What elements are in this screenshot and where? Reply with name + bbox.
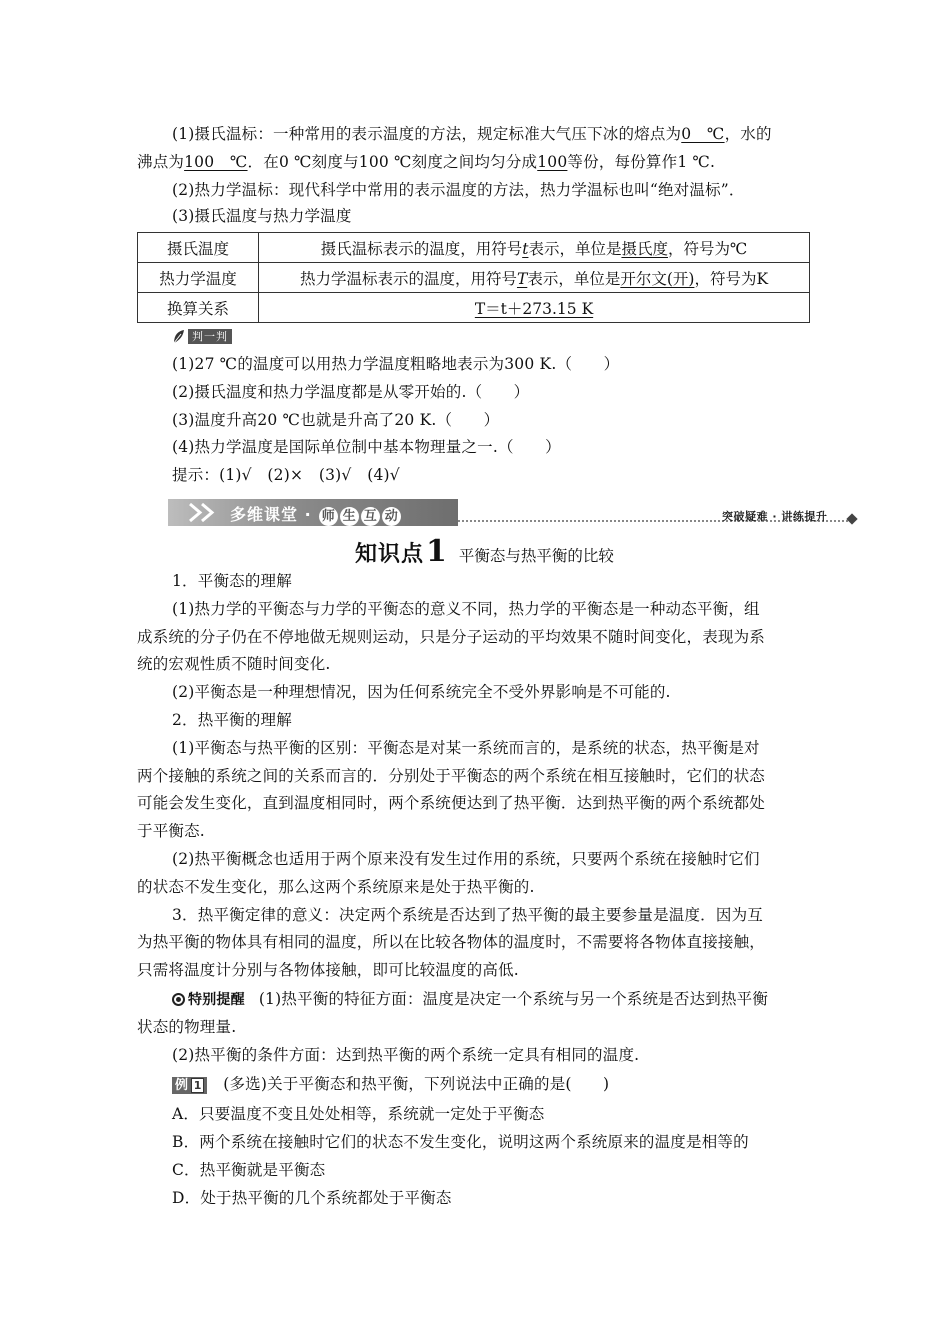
judge-badge bbox=[172, 328, 232, 345]
banner-char: 生 bbox=[340, 507, 359, 526]
celsius-text-e: 等份，每份算作1 ℃. bbox=[567, 153, 716, 171]
kelvin-line: (2)热力学温标：现代科学中常用的表示温度的方法，热力学温标也叫“绝对温标”． bbox=[172, 181, 745, 199]
target-icon bbox=[172, 993, 185, 1006]
knowledge-point-heading bbox=[355, 534, 614, 569]
paragraph-line: 3．热平衡定律的意义：决定两个系统是否达到了热平衡的最主要参量是温度．因为互 bbox=[172, 906, 763, 924]
table-cell-desc: 摄氏温标表示的温度，用符号t表示，单位是摄氏度，符号为℃ bbox=[259, 233, 810, 263]
paragraph-line: (2)热平衡概念也适用于两个原来没有发生过作用的系统，只要两个系统在接触时它们 bbox=[172, 850, 760, 868]
reminder-line-3: (2)热平衡的条件方面：达到热平衡的两个系统一定具有相同的温度. bbox=[172, 1046, 640, 1064]
celsius-text-a: (1)摄氏温标：一种常用的表示温度的方法，规定标准大气压下冰的熔点为 bbox=[172, 125, 682, 143]
judge-item: (4)热力学温度是国际单位制中基本物理量之一.（ ） bbox=[172, 438, 561, 456]
celsius-blank-boiling: 100 ℃ bbox=[184, 153, 248, 171]
compare-heading: (3)摄氏温度与热力学温度 bbox=[172, 207, 352, 225]
reminder-text: (1)热平衡的特征方面：温度是决定一个系统与另一个系统是否达到热平衡 bbox=[258, 990, 769, 1008]
knowledge-point-label: 知识点 bbox=[355, 542, 425, 567]
table-row bbox=[138, 293, 810, 323]
section-heading: 2．热平衡的理解 bbox=[172, 711, 292, 729]
example-badge: 例 1 bbox=[172, 1077, 207, 1094]
celsius-text-b: ，水的 bbox=[724, 125, 772, 143]
celsius-line-1 bbox=[172, 124, 772, 144]
reminder-line-2: 状态的物理量. bbox=[137, 1018, 237, 1036]
celsius-text-d: ．在0 ℃刻度与100 ℃刻度之间均匀分成 bbox=[247, 153, 538, 171]
table-row bbox=[138, 233, 810, 263]
paragraph-line: (1)热力学的平衡态与力学的平衡态的意义不同，热力学的平衡态是一种动态平衡，组 bbox=[172, 600, 760, 618]
table-cell-formula: T＝t＋273.15 K bbox=[259, 293, 810, 323]
double-chevron-icon bbox=[186, 502, 226, 523]
celsius-blank-melting: 0 ℃ bbox=[681, 125, 725, 143]
option-item: B．两个系统在接触时它们的状态不发生变化，说明这两个系统原来的温度是相等的 bbox=[172, 1133, 749, 1151]
paragraph-line: 只需将温度计分别与各物体接触，即可比较温度的高低. bbox=[137, 961, 519, 979]
celsius-blank-divisions: 100 bbox=[537, 153, 568, 171]
paragraph-line: 的状态不发生变化，那么这两个系统原来是处于热平衡的. bbox=[137, 878, 535, 896]
banner-subtitle: 突破疑难 · 讲练提升 bbox=[722, 510, 828, 523]
banner-char: 动 bbox=[382, 507, 401, 526]
example-question-text: (多选)关于平衡态和热平衡，下列说法中正确的是( ) bbox=[223, 1075, 610, 1093]
knowledge-point-number: 1 bbox=[426, 534, 447, 569]
leaf-icon bbox=[172, 329, 186, 344]
reminder-label: 特别提醒 bbox=[188, 992, 245, 1008]
judge-item: (1)27 ℃的温度可以用热力学温度粗略地表示为300 K.（ ） bbox=[172, 355, 620, 373]
paragraph-line: 统的宏观性质不随时间变化. bbox=[137, 655, 331, 673]
table-cell-head: 热力学温度 bbox=[138, 263, 259, 293]
table-row bbox=[138, 263, 810, 293]
table-cell-desc: 热力学温标表示的温度，用符号T表示，单位是开尔文(开)，符号为K bbox=[259, 263, 810, 293]
table-cell-head: 摄氏温度 bbox=[138, 233, 259, 263]
paragraph-line: (1)平衡态与热平衡的区别：平衡态是对某一系统而言的，是系统的状态，热平衡是对 bbox=[172, 739, 760, 757]
temperature-comparison-table bbox=[137, 232, 810, 323]
reminder-line-1 bbox=[172, 989, 768, 1010]
celsius-line-2 bbox=[137, 152, 715, 172]
table-cell-head: 换算关系 bbox=[138, 293, 259, 323]
banner-title-a: 多维课堂 · bbox=[230, 505, 319, 524]
judge-item: (2)摄氏温度和热力学温度都是从零开始的.（ ） bbox=[172, 383, 530, 401]
paragraph-line: 可能会发生变化，直到温度相同时，两个系统便达到了热平衡．达到热平衡的两个系统都处 bbox=[137, 794, 766, 812]
paragraph-line: 为热平衡的物体具有相同的温度，所以在比较各物体的温度时，不需要将各物体直接接触， bbox=[137, 933, 766, 951]
option-item: C．热平衡就是平衡态 bbox=[172, 1161, 326, 1179]
judge-badge-label: 判一判 bbox=[188, 329, 232, 344]
section-banner bbox=[168, 499, 458, 526]
diamond-icon bbox=[846, 513, 857, 524]
example-question bbox=[172, 1074, 609, 1094]
option-item: D．处于热平衡的几个系统都处于平衡态 bbox=[172, 1189, 452, 1207]
paragraph-line: 两个接触的系统之间的关系而言的．分别处于平衡态的两个系统在相互接触时，它们的状态 bbox=[137, 767, 766, 785]
paragraph-line: (2)平衡态是一种理想情况，因为任何系统完全不受外界影响是不可能的. bbox=[172, 683, 671, 701]
example-number: 1 bbox=[191, 1078, 204, 1093]
section-heading: 1．平衡态的理解 bbox=[172, 572, 292, 590]
paragraph-line: 于平衡态. bbox=[137, 822, 205, 840]
option-item: A．只要温度不变且处处相等，系统就一定处于平衡态 bbox=[172, 1105, 545, 1123]
judge-hint: 提示：(1)√ (2)× (3)√ (4)√ bbox=[172, 466, 400, 484]
banner-char: 师 bbox=[319, 507, 338, 526]
judge-item: (3)温度升高20 ℃也就是升高了20 K.（ ） bbox=[172, 411, 500, 429]
banner-title bbox=[230, 502, 402, 526]
knowledge-point-title: 平衡态与热平衡的比较 bbox=[458, 547, 614, 565]
paragraph-line: 成系统的分子仍在不停地做无规则运动，只是分子运动的平均效果不随时间变化，表现为系 bbox=[137, 628, 766, 646]
celsius-text-c: 沸点为 bbox=[137, 153, 185, 171]
banner-char: 互 bbox=[361, 507, 380, 526]
